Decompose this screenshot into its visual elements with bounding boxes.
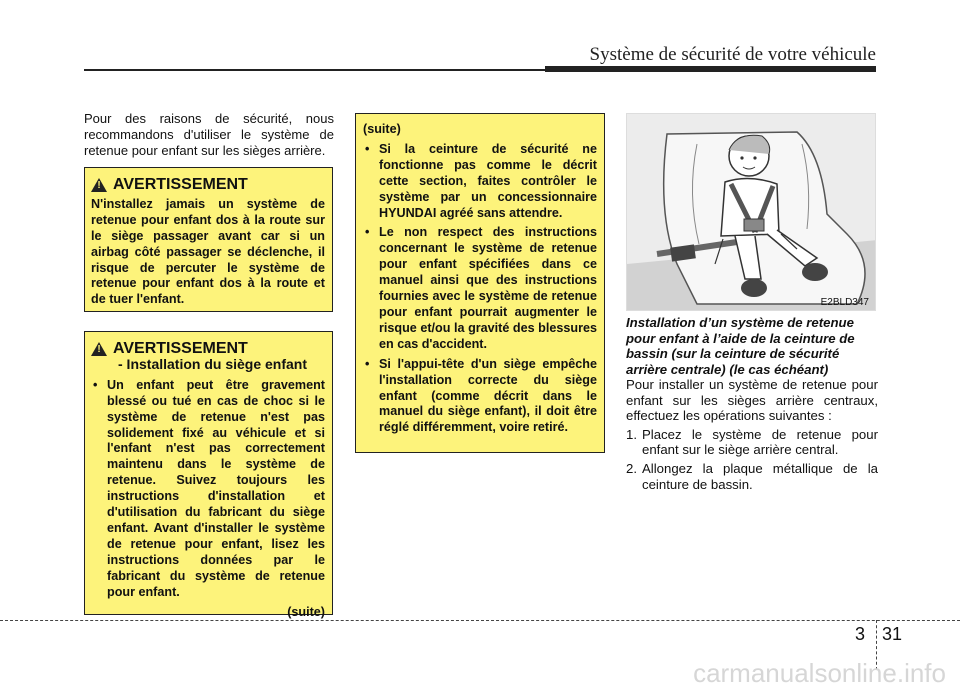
warning-bullet	[363, 142, 597, 222]
chapter-number: 3	[855, 624, 866, 644]
warning-subtitle: - Installation du siège enfant	[118, 355, 308, 372]
page-number: 31	[882, 624, 903, 644]
intro-paragraph: Pour des raisons de sécurité, nous recommandons d'utiliser le système de retenue pour enfant sur les sièges arrière.	[84, 111, 334, 158]
instruction-step	[626, 427, 878, 458]
warning-header	[91, 341, 325, 357]
continued-label: (suite)	[363, 122, 401, 136]
instructions-block	[626, 377, 878, 492]
warning-box-airbag	[84, 167, 333, 312]
warning-bullet	[363, 357, 597, 437]
warning-triangle-icon: !	[91, 342, 107, 356]
figure-caption: Installation d’un système de retenue pour enfant à l’aide de la ceinture de bassin (sur la ceinture de sécurité arrière centrale) (le cas échéant)	[626, 315, 855, 377]
step-text: Allongez la plaque métallique de la ceinture de bassin.	[642, 460, 878, 492]
warning-text: N'installez jamais un système de retenue pour enfant dos à la route sur le siège passager avant car si un airbag côté passager se déclenche, il risque de percuter le système de retenue pour enfant dos à la route et de tuer l'enfant.	[91, 196, 325, 307]
child-seat-drawing	[627, 114, 876, 311]
instruction-step	[626, 461, 878, 492]
bullet-dot: •	[365, 356, 370, 371]
warning-box-child-seat	[84, 331, 333, 619]
warning-bullet-text: Le non respect des instructions concernant le système de retenue pour enfant spécifiées dans ce manuel ainsi que des instructions fournies avec le système de retenue pour enfant pourrait augmenter le risque et/ou la gravité des blessures en cas d'accident.	[379, 225, 597, 351]
watermark: carmanualsonline.info	[693, 658, 946, 688]
warning-box-continued	[355, 113, 605, 453]
warning-header	[91, 177, 325, 193]
step-text: Placez le système de retenue pour enfant sur le siège arrière central.	[642, 426, 878, 458]
page-header-title: Système de sécurité de votre véhicule	[589, 44, 876, 65]
continued-label: (suite)	[287, 604, 325, 619]
warning-bullet-text: Si l'appui-tête d'un siège empêche l'installation correcte du siège enfant (comme décrit dans le manuel du siège enfant), il doit être réglé différemment, voire retiré.	[379, 356, 597, 435]
child-seat-illustration	[626, 113, 876, 311]
step-number: 2.	[626, 460, 637, 476]
step-number: 1.	[626, 426, 637, 442]
warning-bullet	[91, 378, 325, 601]
warning-title: AVERTISSEMENT	[113, 340, 248, 357]
warning-bullet-text: Si la ceinture de sécurité ne fonctionne pas comme le décrit cette section, faites contrôler le système par un concessionnaire HYUNDAI agréé sans attendre.	[379, 141, 597, 220]
bullet-dot: •	[93, 377, 98, 392]
warning-title: AVERTISSEMENT	[113, 176, 248, 193]
footer-rule	[0, 620, 960, 621]
bullet-dot: •	[365, 225, 370, 240]
bullet-dot: •	[365, 141, 370, 156]
warning-bullet	[363, 225, 597, 352]
instructions-intro: Pour installer un système de retenue pour enfant sur les sièges arrière centraux, effectuez les opérations suivantes :	[626, 377, 878, 424]
header-rule-accent	[545, 66, 876, 72]
warning-bullet-text: Un enfant peut être gravement blessé ou tué en cas de choc si le système de retenue n'est pas solidement fixé au véhicule et si l'enfant n'est pas correctement maintenu dans le système de retenue. Suivez toujours les instructions d'installation et d'utilisation du fabricant du siège enfant. Avant d'installer le système de retenue pour enfant, lisez les instructions données par le fabricant du système de retenue pour enfant.	[107, 377, 325, 599]
warning-triangle-icon: !	[91, 178, 107, 192]
figure-code: E2BLD347	[820, 297, 869, 308]
